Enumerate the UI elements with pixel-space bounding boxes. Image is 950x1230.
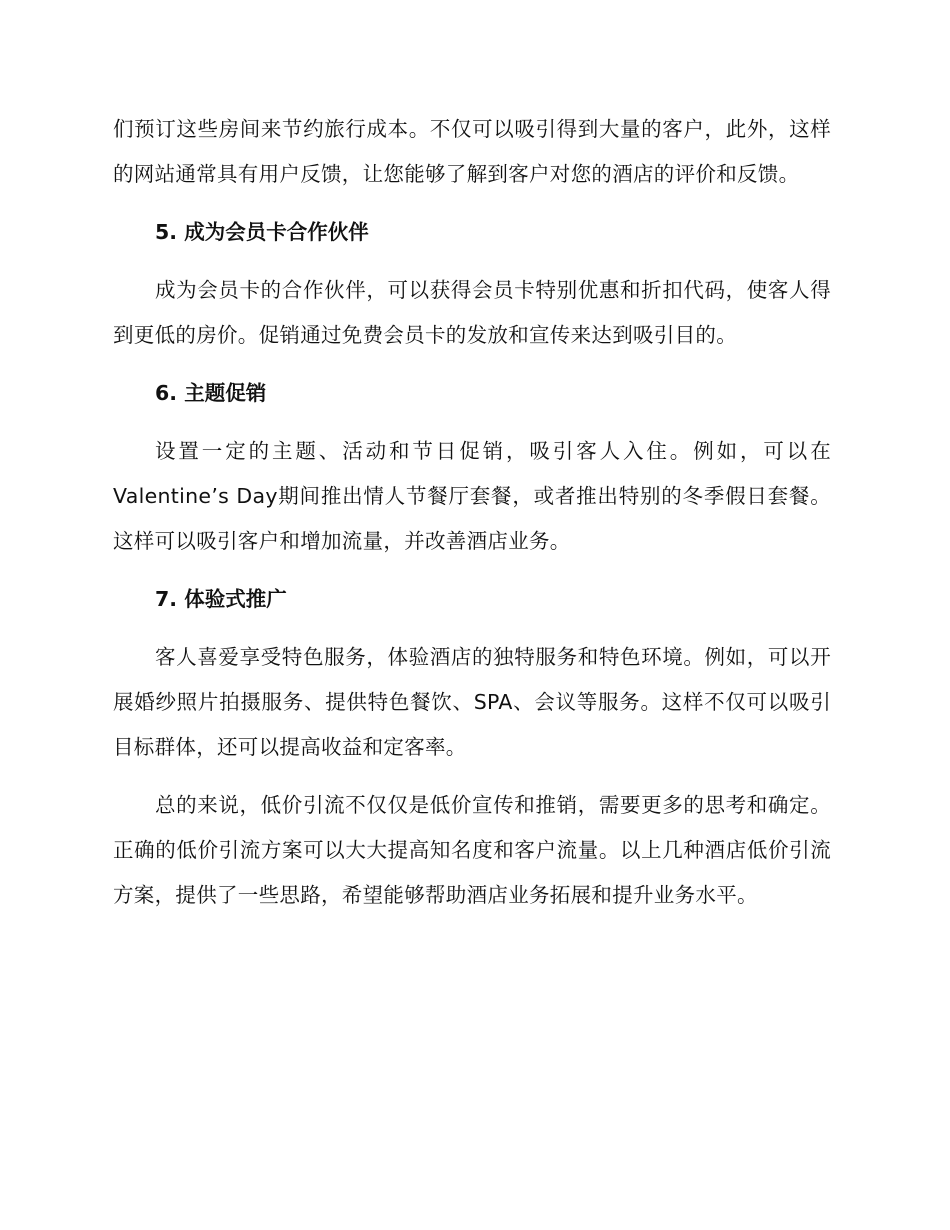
- body-paragraph-continuation: 们预订这些房间来节约旅行成本。不仅可以吸引得到大量的客户，此外，这样的网站通常具有用户反馈，让您能够了解到客户对您的酒店的评价和反馈。: [113, 117, 831, 186]
- section-heading-membership-partner: 5. 成为会员卡合作伙伴: [155, 220, 369, 244]
- body-paragraph-membership-partner: 成为会员卡的合作伙伴，可以获得会员卡特别优惠和折扣代码，使客人得到更低的房价。促销通过免费会员卡的发放和宣传来达到吸引目的。: [113, 278, 831, 347]
- section-heading-theme-promotion: 6. 主题促销: [155, 381, 267, 405]
- body-paragraph-theme-promotion: 设置一定的主题、活动和节日促销，吸引客人入住。例如，可以在Valentine’s Day期间推出情人节餐厅套餐，或者推出特别的冬季假日套餐。这样可以吸引客户和增加流量，并改善酒店业务。: [113, 439, 831, 553]
- document-page: [113, 107, 831, 918]
- body-paragraph-experience-promotion: 客人喜爱享受特色服务，体验酒店的独特服务和特色环境。例如，可以开展婚纱照片拍摄服务、提供特色餐饮、SPA、会议等服务。这样不仅可以吸引目标群体，还可以提高收益和定客率。: [113, 645, 831, 759]
- section-heading-experience-promotion: 7. 体验式推广: [155, 587, 287, 611]
- body-paragraph-conclusion: 总的来说，低价引流不仅仅是低价宣传和推销，需要更多的思考和确定。正确的低价引流方案可以大大提高知名度和客户流量。以上几种酒店低价引流方案，提供了一些思路，希望能够帮助酒店业务拓展和提升业务水平。: [113, 793, 831, 907]
